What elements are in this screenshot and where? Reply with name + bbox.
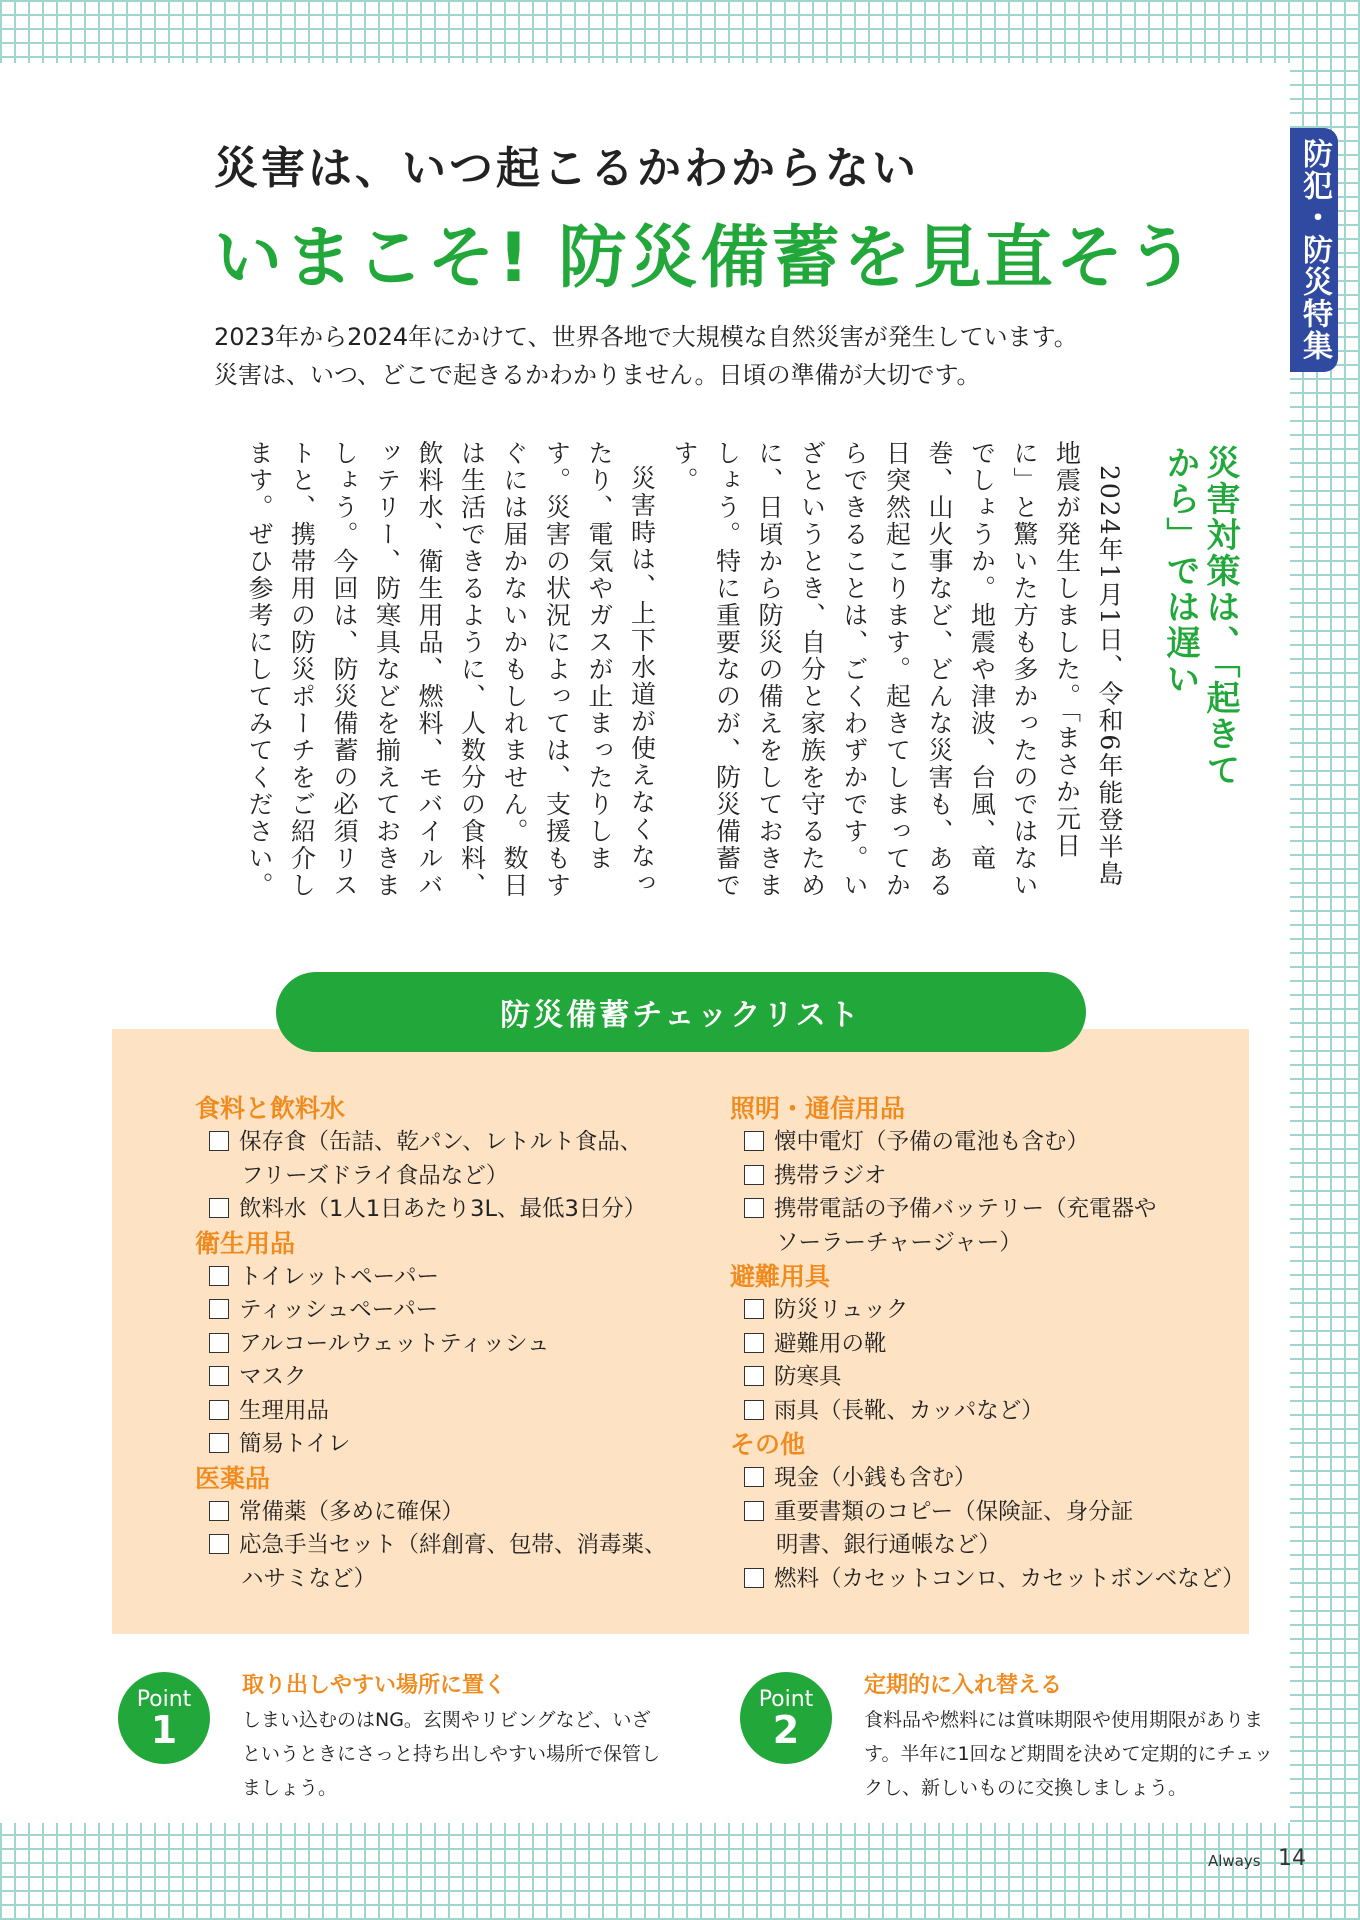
checkbox-icon[interactable] bbox=[744, 1165, 764, 1185]
checklist-item[interactable]: 携帯ラジオ bbox=[730, 1160, 1245, 1194]
checkbox-icon[interactable] bbox=[744, 1299, 764, 1319]
checkbox-icon[interactable] bbox=[744, 1501, 764, 1521]
category-heading: その他 bbox=[730, 1430, 806, 1459]
checkbox-icon[interactable] bbox=[744, 1131, 764, 1151]
checkbox-icon[interactable] bbox=[744, 1198, 764, 1218]
category-heading: 食料と飲料水 bbox=[195, 1094, 346, 1123]
checklist-title: 防災備蓄チェックリスト bbox=[276, 972, 1086, 1052]
point-title-1: 取り出しやすい場所に置く bbox=[242, 1673, 507, 1698]
page-subtitle: 災害は、いつ起こるかわからない bbox=[214, 143, 919, 194]
category-heading: 医薬品 bbox=[195, 1463, 271, 1493]
checklist-item[interactable]: 飲料水（1人1日あたり3L、最低3日分） bbox=[195, 1193, 667, 1227]
lead-line-1: 2023年から2024年にかけて、世界各地で大規模な自然災害が発生しています。 bbox=[214, 323, 1078, 351]
checkbox-icon[interactable] bbox=[744, 1366, 764, 1386]
lead-line-2: 災害は、いつ、どこで起きるかわかりません。日頃の準備が大切です。 bbox=[214, 361, 981, 389]
checklist-item[interactable]: マスク bbox=[195, 1361, 667, 1395]
checklist-item[interactable]: 防寒具 bbox=[730, 1361, 1245, 1395]
checkbox-icon[interactable] bbox=[209, 1400, 229, 1420]
checkbox-icon[interactable] bbox=[744, 1400, 764, 1420]
point-badge-2: Point 2 bbox=[740, 1672, 832, 1764]
body-paragraph-2: 災害時は、上下水道が使えなくなったり、電気やガスが止まったりします。災害の状況によっては、支援もすぐには届かないかもしれません。数日は生活できるように、人数分の食料、飲料水、衛生用品、燃料、モバイルバッテリー、防寒具などを揃えておきましょう。今回は、防災備蓄の必須リストと、携帯用の防災ポーチをご紹介します。ぜひ参考にしてみてください。 bbox=[245, 440, 657, 899]
checkbox-icon[interactable] bbox=[209, 1266, 229, 1286]
vertical-heading: 災害対策は、「起きてから」では遅い bbox=[1160, 445, 1240, 788]
checkbox-icon[interactable] bbox=[209, 1131, 229, 1151]
point-title-2: 定期的に入れ替える bbox=[864, 1673, 1063, 1698]
page-number: 14 bbox=[1278, 1846, 1306, 1871]
checkbox-icon[interactable] bbox=[209, 1333, 229, 1353]
checklist-item[interactable]: 応急手当セット（絆創膏、包帯、消毒薬、 ハサミなど） bbox=[195, 1529, 667, 1596]
checklist-right-column bbox=[730, 1092, 1245, 1596]
checklist-item[interactable]: 携帯電話の予備バッテリー（充電器や ソーラーチャージャー） bbox=[730, 1193, 1245, 1260]
point-badge-1: Point 1 bbox=[118, 1672, 210, 1764]
checkbox-icon[interactable] bbox=[744, 1467, 764, 1487]
checkbox-icon[interactable] bbox=[744, 1333, 764, 1353]
checkbox-icon[interactable] bbox=[209, 1299, 229, 1319]
category-heading: 避難用具 bbox=[730, 1262, 831, 1291]
checklist-item[interactable]: 現金（小銭も含む） bbox=[730, 1462, 1245, 1496]
checklist-item[interactable]: 懐中電灯（予備の電池も含む） bbox=[730, 1126, 1245, 1160]
checklist-item[interactable]: 燃料（カセットコンロ、カセットボンベなど） bbox=[730, 1563, 1245, 1597]
checklist-item[interactable]: 雨具（長靴、カッパなど） bbox=[730, 1395, 1245, 1429]
checkbox-icon[interactable] bbox=[209, 1501, 229, 1521]
checklist-item[interactable]: 保存食（缶詰、乾パン、レトルト食品、 フリーズドライ食品など） bbox=[195, 1126, 667, 1193]
checkbox-icon[interactable] bbox=[209, 1366, 229, 1386]
checklist-item[interactable]: 防災リュック bbox=[730, 1294, 1245, 1328]
checklist-item[interactable]: 重要書類のコピー（保険証、身分証 明書、銀行通帳など） bbox=[730, 1496, 1245, 1563]
checklist-left-column bbox=[195, 1092, 667, 1596]
checklist-item[interactable]: ティッシュペーパー bbox=[195, 1294, 667, 1328]
checkbox-icon[interactable] bbox=[744, 1568, 764, 1588]
checklist-item[interactable]: 常備薬（多めに確保） bbox=[195, 1496, 667, 1530]
checklist-item[interactable]: 簡易トイレ bbox=[195, 1428, 667, 1462]
lead-text bbox=[214, 318, 1078, 394]
footer-label: Always bbox=[1208, 1852, 1261, 1870]
point-text-1: しまい込むのはNG。玄関やリビングなど、いざというときにさっと持ち出しやすい場所で保管しましょう。 bbox=[242, 1709, 661, 1799]
checklist-item[interactable]: アルコールウェットティッシュ bbox=[195, 1328, 667, 1362]
section-tab: 防犯・防災特集 bbox=[1290, 128, 1338, 372]
checkbox-icon[interactable] bbox=[209, 1198, 229, 1218]
body-paragraph-1: 2024年1月1日、令和6年能登半島地震が発生しました。「まさか元日に」と驚いた方も多かったのではないでしょうか。地震や津波、台風、竜巻、山火事など、どんな災害も、ある日突然起こります。起きてしまってからできることは、ごくわずかです。いざというとき、自分と家族を守るために、日頃から防災の備えをしておきましょう。特に重要なのが、防災備蓄です。 bbox=[670, 440, 1124, 899]
point-text-2: 食料品や燃料には賞味期限や使用期限があります。半年に1回など期間を決めて定期的にチェックし、新しいものに交換しましょう。 bbox=[864, 1709, 1273, 1799]
page-title: いまこそ! 防災備蓄を見直そう bbox=[214, 219, 1198, 298]
checklist-item[interactable]: トイレットペーパー bbox=[195, 1261, 667, 1295]
checkbox-icon[interactable] bbox=[209, 1534, 229, 1554]
category-heading: 照明・通信用品 bbox=[730, 1094, 906, 1123]
checkbox-icon[interactable] bbox=[209, 1433, 229, 1453]
category-heading: 衛生用品 bbox=[195, 1228, 296, 1258]
article-body bbox=[195, 440, 1130, 900]
checklist-item[interactable]: 避難用の靴 bbox=[730, 1328, 1245, 1362]
checklist-item[interactable]: 生理用品 bbox=[195, 1395, 667, 1429]
